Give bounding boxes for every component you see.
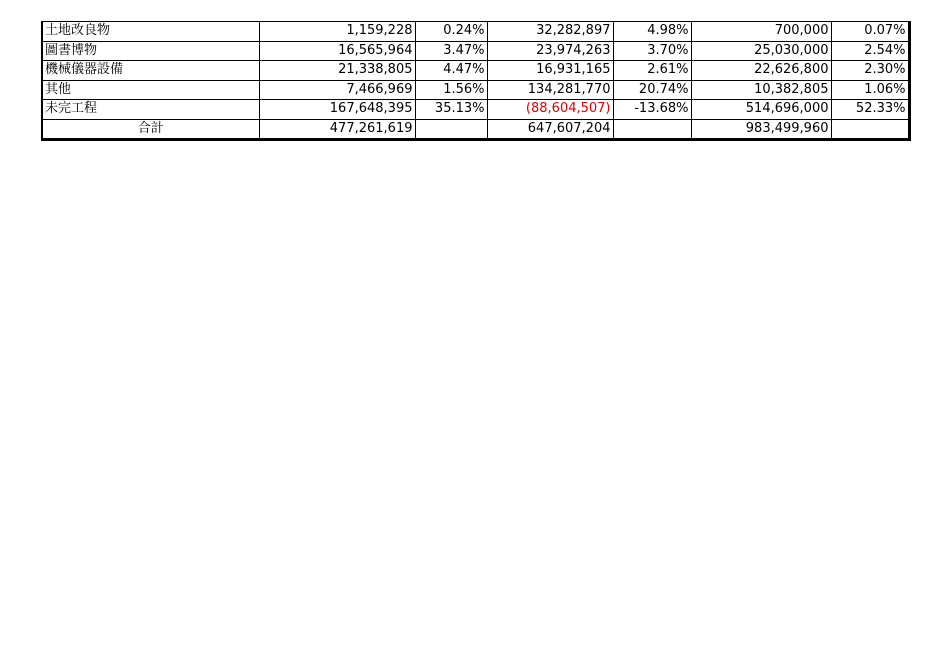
total-percent-cell[interactable] [415, 119, 487, 140]
amount-cell[interactable]: 16,931,165 [487, 61, 613, 81]
table-row [42, 61, 909, 81]
total-label[interactable]: 合計 [42, 119, 259, 140]
percent-cell[interactable]: 2.54% [831, 41, 909, 61]
table-row [42, 80, 909, 100]
row-label[interactable]: 其他 [42, 80, 259, 100]
spreadsheet-table [41, 21, 911, 141]
total-row [42, 119, 909, 140]
percent-cell[interactable]: 1.56% [415, 80, 487, 100]
percent-cell[interactable]: 3.47% [415, 41, 487, 61]
amount-cell[interactable]: 23,974,263 [487, 41, 613, 61]
percent-cell[interactable]: 2.30% [831, 61, 909, 81]
amount-cell[interactable]: 514,696,000 [691, 100, 831, 120]
amount-cell[interactable]: 167,648,395 [259, 100, 415, 120]
row-label[interactable]: 圖書博物 [42, 41, 259, 61]
total-amount-cell[interactable]: 983,499,960 [691, 119, 831, 140]
row-label[interactable]: 機械儀器設備 [42, 61, 259, 81]
amount-cell[interactable]: 22,626,800 [691, 61, 831, 81]
percent-cell[interactable]: -13.68% [613, 100, 691, 120]
percent-cell[interactable]: 20.74% [613, 80, 691, 100]
amount-cell[interactable]: 32,282,897 [487, 22, 613, 42]
amount-cell[interactable]: 134,281,770 [487, 80, 613, 100]
percent-cell[interactable]: 3.70% [613, 41, 691, 61]
amount-cell[interactable]: 700,000 [691, 22, 831, 42]
percent-cell[interactable]: 1.06% [831, 80, 909, 100]
percent-cell[interactable]: 0.07% [831, 22, 909, 42]
amount-cell[interactable]: 10,382,805 [691, 80, 831, 100]
amount-cell[interactable]: 25,030,000 [691, 41, 831, 61]
total-amount-cell[interactable]: 477,261,619 [259, 119, 415, 140]
percent-cell[interactable]: 4.98% [613, 22, 691, 42]
percent-cell[interactable]: 0.24% [415, 22, 487, 42]
total-percent-cell[interactable] [613, 119, 691, 140]
amount-cell[interactable]: 16,565,964 [259, 41, 415, 61]
total-amount-cell[interactable]: 647,607,204 [487, 119, 613, 140]
row-label[interactable]: 未完工程 [42, 100, 259, 120]
percent-cell[interactable]: 35.13% [415, 100, 487, 120]
table-row [42, 100, 909, 120]
negative-amount-cell[interactable]: (88,604,507) [487, 100, 613, 120]
total-percent-cell[interactable] [831, 119, 909, 140]
percent-cell[interactable]: 2.61% [613, 61, 691, 81]
table-row [42, 41, 909, 61]
amount-cell[interactable]: 1,159,228 [259, 22, 415, 42]
amount-cell[interactable]: 21,338,805 [259, 61, 415, 81]
percent-cell[interactable]: 52.33% [831, 100, 909, 120]
row-label[interactable]: 土地改良物 [42, 22, 259, 42]
table-row [42, 22, 909, 42]
percent-cell[interactable]: 4.47% [415, 61, 487, 81]
amount-cell[interactable]: 7,466,969 [259, 80, 415, 100]
